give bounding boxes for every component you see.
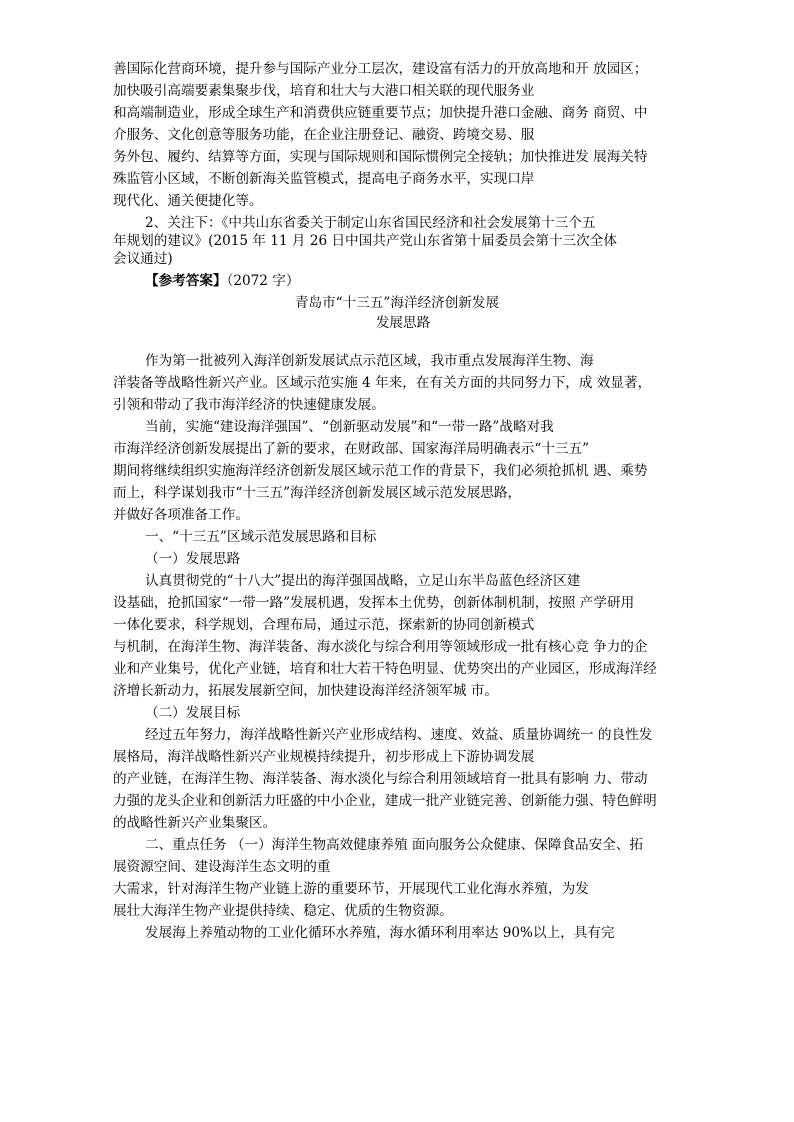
text-line: 经过五年努力，海洋战略性新兴产业形成结构、速度、效益、质量协调统一 的良性发 <box>145 727 653 743</box>
text-line: 展资源空间、建设海洋生态文明的重 <box>113 859 331 875</box>
text-line: 会议通过) <box>113 251 173 267</box>
text-line: 认真贯彻党的“十八大”提出的海洋强国战略，立足山东半岛蓝色经济区建 <box>145 573 581 589</box>
section-heading: 二、重点任务 （一）海洋生物高效健康养殖 面向服务公众健康、保障食品安全、拓 <box>145 837 644 853</box>
section-heading: 一、“十三五”区域示范发展思路和目标 <box>145 529 377 545</box>
text-line: 力强的龙头企业和创新活力旺盛的中小企业，建成一批产业链完善、创新能力强、特色鲜明 <box>113 793 657 809</box>
text-line: 殊监管小区域，不断创新海关监管模式，提高电子商务水平，实现口岸 <box>113 171 535 187</box>
text-line: 引领和带动了我市海洋经济的快速健康发展。 <box>113 397 385 413</box>
text-line: 介服务、文化创意等服务功能，在企业注册登记、融资、跨境交易、服 <box>113 127 535 143</box>
text-line: 现代化、通关便捷化等。 <box>113 193 263 209</box>
text-line: 一体化要求，科学规划，合理布局，通过示范，探索新的协同创新模式 <box>113 617 535 633</box>
text-line: 作为第一批被列入海洋创新发展试点示范区域，我市重点发展海洋生物、海 <box>145 353 594 369</box>
text-line: 务外包、履约、结算等方面，实现与国际规则和国际惯例完全接轨；加快推进发 展海关特 <box>113 149 648 165</box>
text-line: 洋装备等战略性新兴产业。区域示范实施 4 年来，在有关方面的共同努力下，成 效显著， <box>113 375 652 391</box>
answer-heading <box>145 272 299 290</box>
text-line: 2、关注下：《中共山东省委关于制定山东省国民经济和社会发展第十三个五 <box>145 215 596 231</box>
answer-label: 【参考答案】 <box>145 273 227 289</box>
text-line: 年规划的建议》(2015 年 11 月 26 日中国共产党山东省第十届委员会第十三次全体 <box>113 233 617 249</box>
subsection-heading: （一）发展思路 <box>145 551 241 567</box>
text-line: 展格局，海洋战略性新兴产业规模持续提升，初步形成上下游协调发展 <box>113 749 535 765</box>
text-line: 展壮大海洋生物产业提供持续、稳定、优质的生物资源。 <box>113 903 453 919</box>
text-line: 当前，实施“建设海洋强国”、“创新驱动发展”和“一带一路”战略对我 <box>145 419 554 435</box>
text-line: 并做好各项准备工作。 <box>113 507 249 523</box>
answer-word-count: （2072 字） <box>226 273 300 289</box>
text-line: 加快吸引高端要素集聚步伐，培育和壮大与大港口相关联的现代服务业 <box>113 83 535 99</box>
text-line: 发展海上养殖动物的工业化循环水养殖，海水循环利用率达 90%以上，具有完 <box>145 925 615 941</box>
text-line: 的战略性新兴产业集聚区。 <box>113 815 277 831</box>
text-line: 大需求，针对海洋生物产业链上游的重要环节，开展现代工业化海水养殖，为发 <box>113 881 589 897</box>
text-line: 市海洋经济创新发展提出了新的要求，在财政部、国家海洋局明确表示“十三五” <box>113 441 590 457</box>
text-line: 善国际化营商环境，提升参与国际产业分工层次，建设富有活力的开放高地和开 放园区； <box>113 61 648 77</box>
text-line: 期间将继续组织实施海洋经济创新发展区域示范工作的背景下，我们必须抢抓机 遇、乘势 <box>113 463 648 479</box>
text-line: 而上，科学谋划我市“十三五”海洋经济创新发展区域示范发展思路， <box>113 485 522 501</box>
article-title: 青岛市“十三五”海洋经济创新发展 <box>294 295 500 311</box>
text-line: 的产业链，在海洋生物、海洋装备、海水淡化与综合利用领域培育一批具有影响 力、带动 <box>113 771 648 787</box>
article-subtitle: 发展思路 <box>375 315 431 331</box>
text-line: 和高端制造业，形成全球生产和消费供应链重要节点；加快提升港口金融、商务 商贸、中 <box>113 105 648 121</box>
text-line: 济增长新动力，拓展发展新空间，加快建设海洋经济领军城 市。 <box>113 683 498 699</box>
text-line: 业和产业集号，优化产业链，培育和壮大若干特色明显、优势突出的产业园区，形成海洋经 <box>113 661 657 677</box>
text-line: 设基础，抢抓国家“一带一路”发展机遇，发挥本土优势，创新体制机制，按照 产学研用 <box>113 595 635 611</box>
subsection-heading: （二）发展目标 <box>145 705 241 721</box>
text-line: 与机制，在海洋生物、海洋装备、海水淡化与综合利用等领域形成一批有核心竞 争力的企 <box>113 639 648 655</box>
